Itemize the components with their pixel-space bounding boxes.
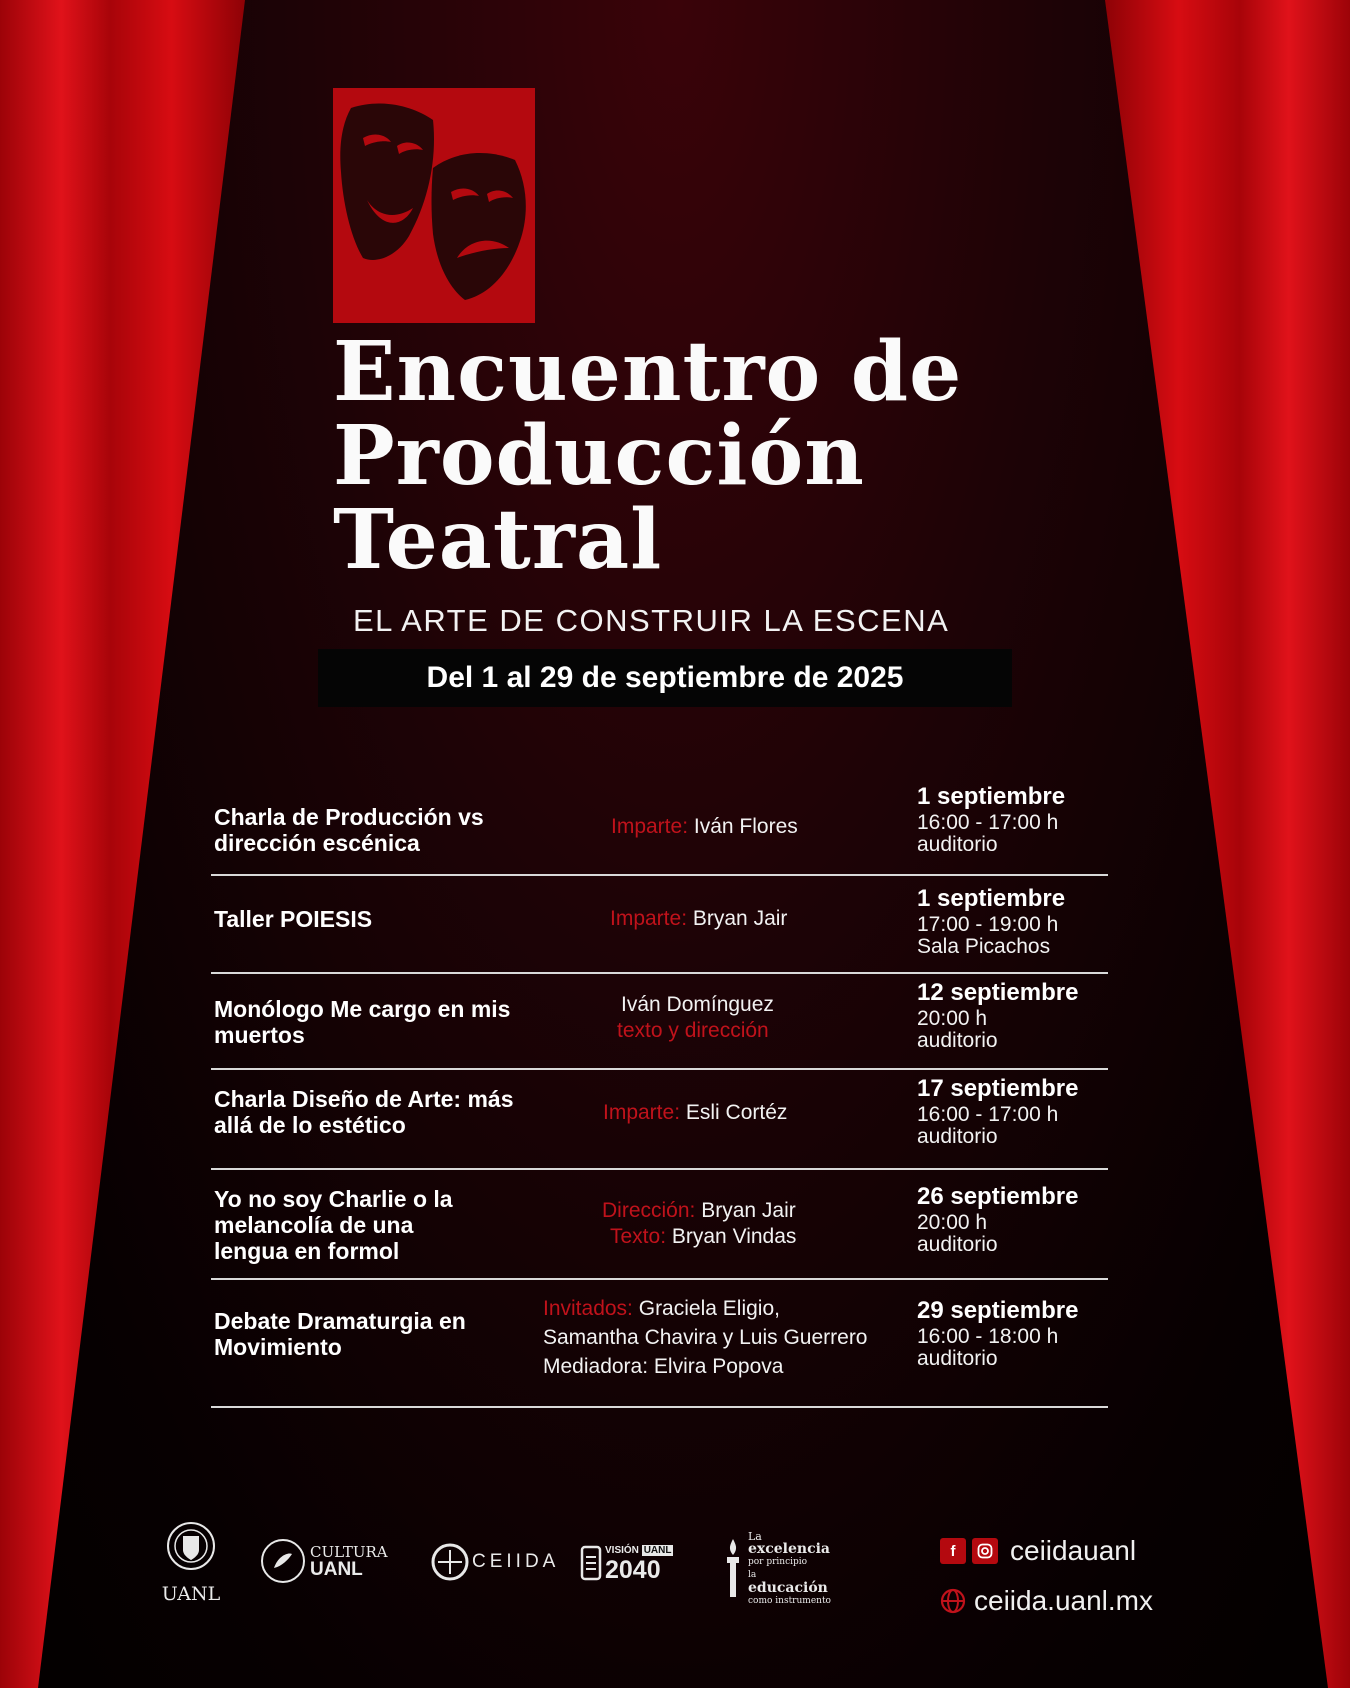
speaker-name: Bryan Jair (692, 907, 788, 930)
event-when (917, 1182, 1117, 1256)
event-speaker (610, 906, 787, 932)
event-dates-banner (318, 649, 1012, 707)
event-place: auditorio (917, 1029, 998, 1052)
excelencia-principio: por principio (748, 1557, 808, 1567)
schedule-row (211, 974, 1108, 1070)
event-date: 29 septiembre (917, 1297, 1079, 1324)
event-when (917, 978, 1117, 1052)
event-name: Debate Dramaturgia en Movimiento (214, 1308, 466, 1360)
event-title (333, 324, 1133, 588)
globe-icon (940, 1588, 966, 1614)
writer-label: Texto: (610, 1225, 667, 1248)
excelencia-la: La (748, 1530, 762, 1543)
excelencia-word: excelencia (748, 1541, 831, 1557)
moderator-line: Mediadora: Elvira Popova (543, 1355, 784, 1378)
event-subtitle: EL ARTE DE CONSTRUIR LA ESCENA (353, 603, 950, 638)
cultura-uanl-logo (260, 1538, 388, 1584)
uanl-seal-icon (166, 1520, 216, 1576)
event-time: 16:00 - 17:00 h (917, 1103, 1059, 1126)
right-curtain (1100, 0, 1350, 1688)
cultura-emblem-icon (260, 1538, 306, 1584)
speaker-name: Bryan Jair (701, 1199, 796, 1222)
excelencia-instrumento: como instrumento (748, 1596, 831, 1606)
schedule-row (211, 876, 1108, 974)
excelencia-la-2: la (748, 1570, 757, 1580)
excelencia-educacion: educación (748, 1580, 828, 1596)
cultura-uanl-text: UANL (310, 1559, 363, 1580)
event-name: Taller POIESIS (214, 906, 373, 932)
event-place: auditorio (917, 1347, 998, 1370)
cultura-text: CULTURA (310, 1543, 388, 1561)
instagram-icon[interactable] (972, 1538, 998, 1564)
speaker-name: Iván Flores (693, 815, 798, 838)
speaker-name: Graciela Eligio, (638, 1297, 780, 1320)
event-time: 20:00 h (917, 1007, 988, 1030)
vision-emblem-icon (580, 1545, 602, 1581)
facebook-icon[interactable]: f (940, 1538, 966, 1564)
speaker-label: Imparte: (610, 907, 688, 930)
event-place: auditorio (917, 833, 998, 856)
vision-year: 2040 (605, 1556, 661, 1584)
event-when (917, 782, 1117, 856)
title-line-3: Teatral (333, 492, 663, 588)
schedule-row (211, 1280, 1108, 1408)
theater-masks-icon (333, 88, 535, 323)
vision-text: VISIÓN (605, 1545, 639, 1556)
uanl-logo (158, 1520, 224, 1605)
event-speaker (611, 814, 798, 840)
ceiida-emblem-icon (430, 1542, 470, 1582)
social-handle-row[interactable] (940, 1535, 1153, 1567)
event-time: 16:00 - 18:00 h (917, 1325, 1059, 1348)
excelencia-logo (722, 1530, 831, 1608)
schedule-row (211, 780, 1108, 876)
event-name: Charla Diseño de Arte: más allá de lo estético (214, 1086, 514, 1138)
schedule-row (211, 1170, 1108, 1280)
speaker-label: texto y dirección (617, 1019, 769, 1042)
speaker-label: Imparte: (611, 815, 689, 838)
vision-uanl-text: UANL (643, 1545, 672, 1556)
event-name: Charla de Producción vs dirección escénica (214, 804, 484, 856)
event-place: Sala Picachos (917, 935, 1051, 958)
event-speaker (603, 1100, 787, 1126)
social-links (940, 1535, 1153, 1635)
uanl-text: UANL (161, 1583, 221, 1605)
ceiida-text: CEIIDA (472, 1551, 560, 1572)
theater-logo (333, 88, 535, 323)
event-date: 26 septiembre (917, 1183, 1079, 1210)
website-link[interactable]: ceiida.uanl.mx (974, 1585, 1153, 1616)
event-place: auditorio (917, 1233, 998, 1256)
torch-icon (722, 1537, 744, 1601)
schedule-table (211, 780, 1108, 1408)
website-row[interactable] (940, 1585, 1153, 1617)
event-date: 1 septiembre (917, 885, 1066, 912)
event-date: 1 septiembre (917, 783, 1066, 810)
social-handle[interactable]: ceiidauanl (1010, 1535, 1137, 1566)
event-when (917, 884, 1117, 958)
speaker-name: Esli Cortéz (685, 1101, 788, 1124)
speaker-label: Invitados: (543, 1297, 633, 1320)
event-when (917, 1074, 1117, 1148)
event-when (917, 1296, 1117, 1370)
event-dates: Del 1 al 29 de septiembre de 2025 (426, 661, 904, 694)
writer-name: Bryan Vindas (671, 1225, 797, 1248)
schedule-row (211, 1070, 1108, 1170)
ceiida-logo (430, 1542, 559, 1582)
event-name: Monólogo Me cargo en mis muertos (214, 996, 511, 1048)
event-date: 12 septiembre (917, 979, 1079, 1006)
title-line-2: Producción (333, 408, 865, 504)
speaker-label: Imparte: (603, 1101, 681, 1124)
event-date: 17 septiembre (917, 1075, 1079, 1102)
event-place: auditorio (917, 1125, 998, 1148)
title-line-1: Encuentro de (333, 324, 963, 420)
vision-2040-logo (580, 1544, 673, 1582)
event-speaker (617, 992, 821, 1044)
speaker-name: Iván Domínguez (621, 993, 774, 1016)
event-name: Yo no soy Charlie o la melancolía de una lengua en formol (214, 1186, 453, 1264)
speaker-label: Dirección: (602, 1199, 696, 1222)
event-speaker (543, 1294, 868, 1381)
event-time: 17:00 - 19:00 h (917, 913, 1059, 936)
event-speaker (602, 1198, 796, 1250)
event-time: 16:00 - 17:00 h (917, 811, 1059, 834)
event-time: 20:00 h (917, 1211, 988, 1234)
guests-line: Samantha Chavira y Luis Guerrero (543, 1326, 868, 1349)
